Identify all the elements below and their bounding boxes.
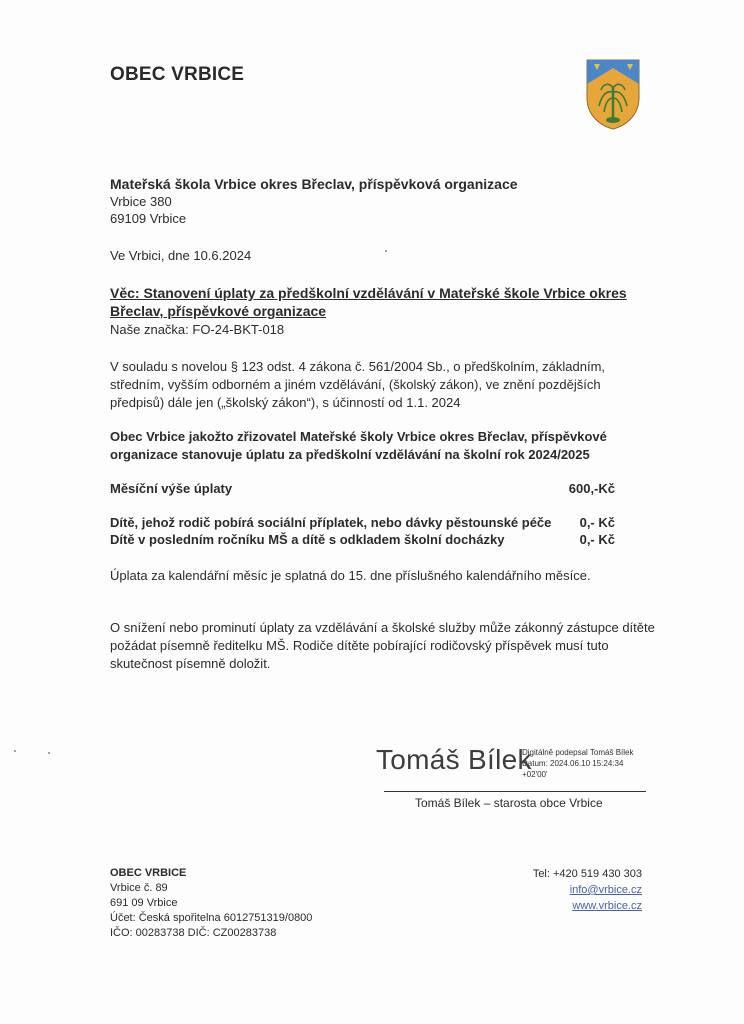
fee-row [110, 481, 615, 496]
fee-row [110, 532, 615, 547]
footer-ids: IČO: 00283738 DIČ: CZ00283738 [110, 927, 277, 939]
footer-address-line2: 691 09 Vrbice [110, 897, 178, 909]
fee-label: Dítě v posledním ročníku MŠ a dítě s odkladem školní docházky [110, 532, 505, 547]
footer-address [110, 866, 312, 941]
scan-speck [14, 750, 16, 752]
footer-email-link[interactable]: info@vrbice.cz [569, 884, 642, 896]
decision-paragraph: Obec Vrbice jakožto zřizovatel Mateřské školy Vrbice okres Břeclav, příspěvkové organizace stanovuje úplatu za předškolní vzdělávání na školní rok 2024/2025 [110, 429, 607, 462]
signature-name: Tomáš Bílek [376, 744, 532, 775]
fee-value: 0,- Kč [579, 515, 615, 530]
signature-meta-line: +02'00' [522, 770, 548, 779]
scan-speck [48, 752, 50, 754]
reference-number: Naše značka: FO-24-BKT-018 [110, 322, 285, 337]
legal-basis-paragraph: V souladu s novelou § 123 odst. 4 zákona č. 561/2004 Sb., o předškolním, základním, středním, vyšším odborném a jiném vzdělávání, (školský zákon), ve znění pozdějších předpisů) dále jen („školský zákon“), s účinností od 1.1. 2024 [110, 359, 606, 410]
signature-divider [384, 791, 646, 792]
signature-caption: Tomáš Bílek – starosta obce Vrbice [415, 796, 603, 810]
fee-value: 0,- Kč [579, 532, 615, 547]
fee-row [110, 515, 615, 530]
fee-waiver-paragraph: O snížení nebo prominutí úplaty za vzdělávání a školské služby může zákonný zástupce dítěte požádat písemně ředitelku MŠ. Rodiče dítěte pobírající rodičovský příspěvek musí tuto skutečnost písemně doložit. [110, 620, 655, 671]
signature-meta-line: Digitálně podepsal Tomáš Bílek [522, 748, 634, 757]
footer-contact [520, 866, 642, 914]
digital-signature-info [522, 747, 633, 780]
fee-value: 600,-Kč [568, 481, 615, 496]
recipient-address-line1: Vrbice 380 [110, 194, 172, 209]
scan-speck [385, 250, 387, 252]
footer-account: Účet: Česká spořitelna 6012751319/0800 [110, 912, 313, 924]
footer-org: OBEC VRBICE [110, 867, 187, 879]
municipality-title: OBEC VRBICE [110, 64, 245, 85]
fee-label: Dítě, jehož rodič pobírá sociální příplatek, nebo dávky pěstounské péče [110, 515, 552, 530]
footer-web-link[interactable]: www.vrbice.cz [572, 900, 642, 912]
recipient-name: Mateřská škola Vrbice okres Břeclav, příspěvková organizace [110, 176, 518, 192]
coat-of-arms-icon [585, 58, 641, 130]
footer-address-line1: Vrbice č. 89 [110, 882, 168, 894]
subject-heading: Věc: Stanovení úplaty za předškolní vzdělávání v Mateřské škole Vrbice okres Břeclav, příspěvkové organizace [110, 285, 627, 319]
date-line: Ve Vrbici, dne 10.6.2024 [110, 248, 252, 263]
footer-phone: Tel: +420 519 430 303 [532, 868, 642, 880]
fee-label: Měsíční výše úplaty [110, 481, 233, 496]
recipient-block [110, 176, 518, 227]
recipient-address-line2: 69109 Vrbice [110, 211, 187, 226]
signature-meta-line: Datum: 2024.06.10 15:24:34 [522, 759, 624, 768]
payment-due-paragraph: Úplata za kalendářní měsíc je splatná do 15. dne příslušného kalendářního měsíce. [110, 568, 591, 583]
